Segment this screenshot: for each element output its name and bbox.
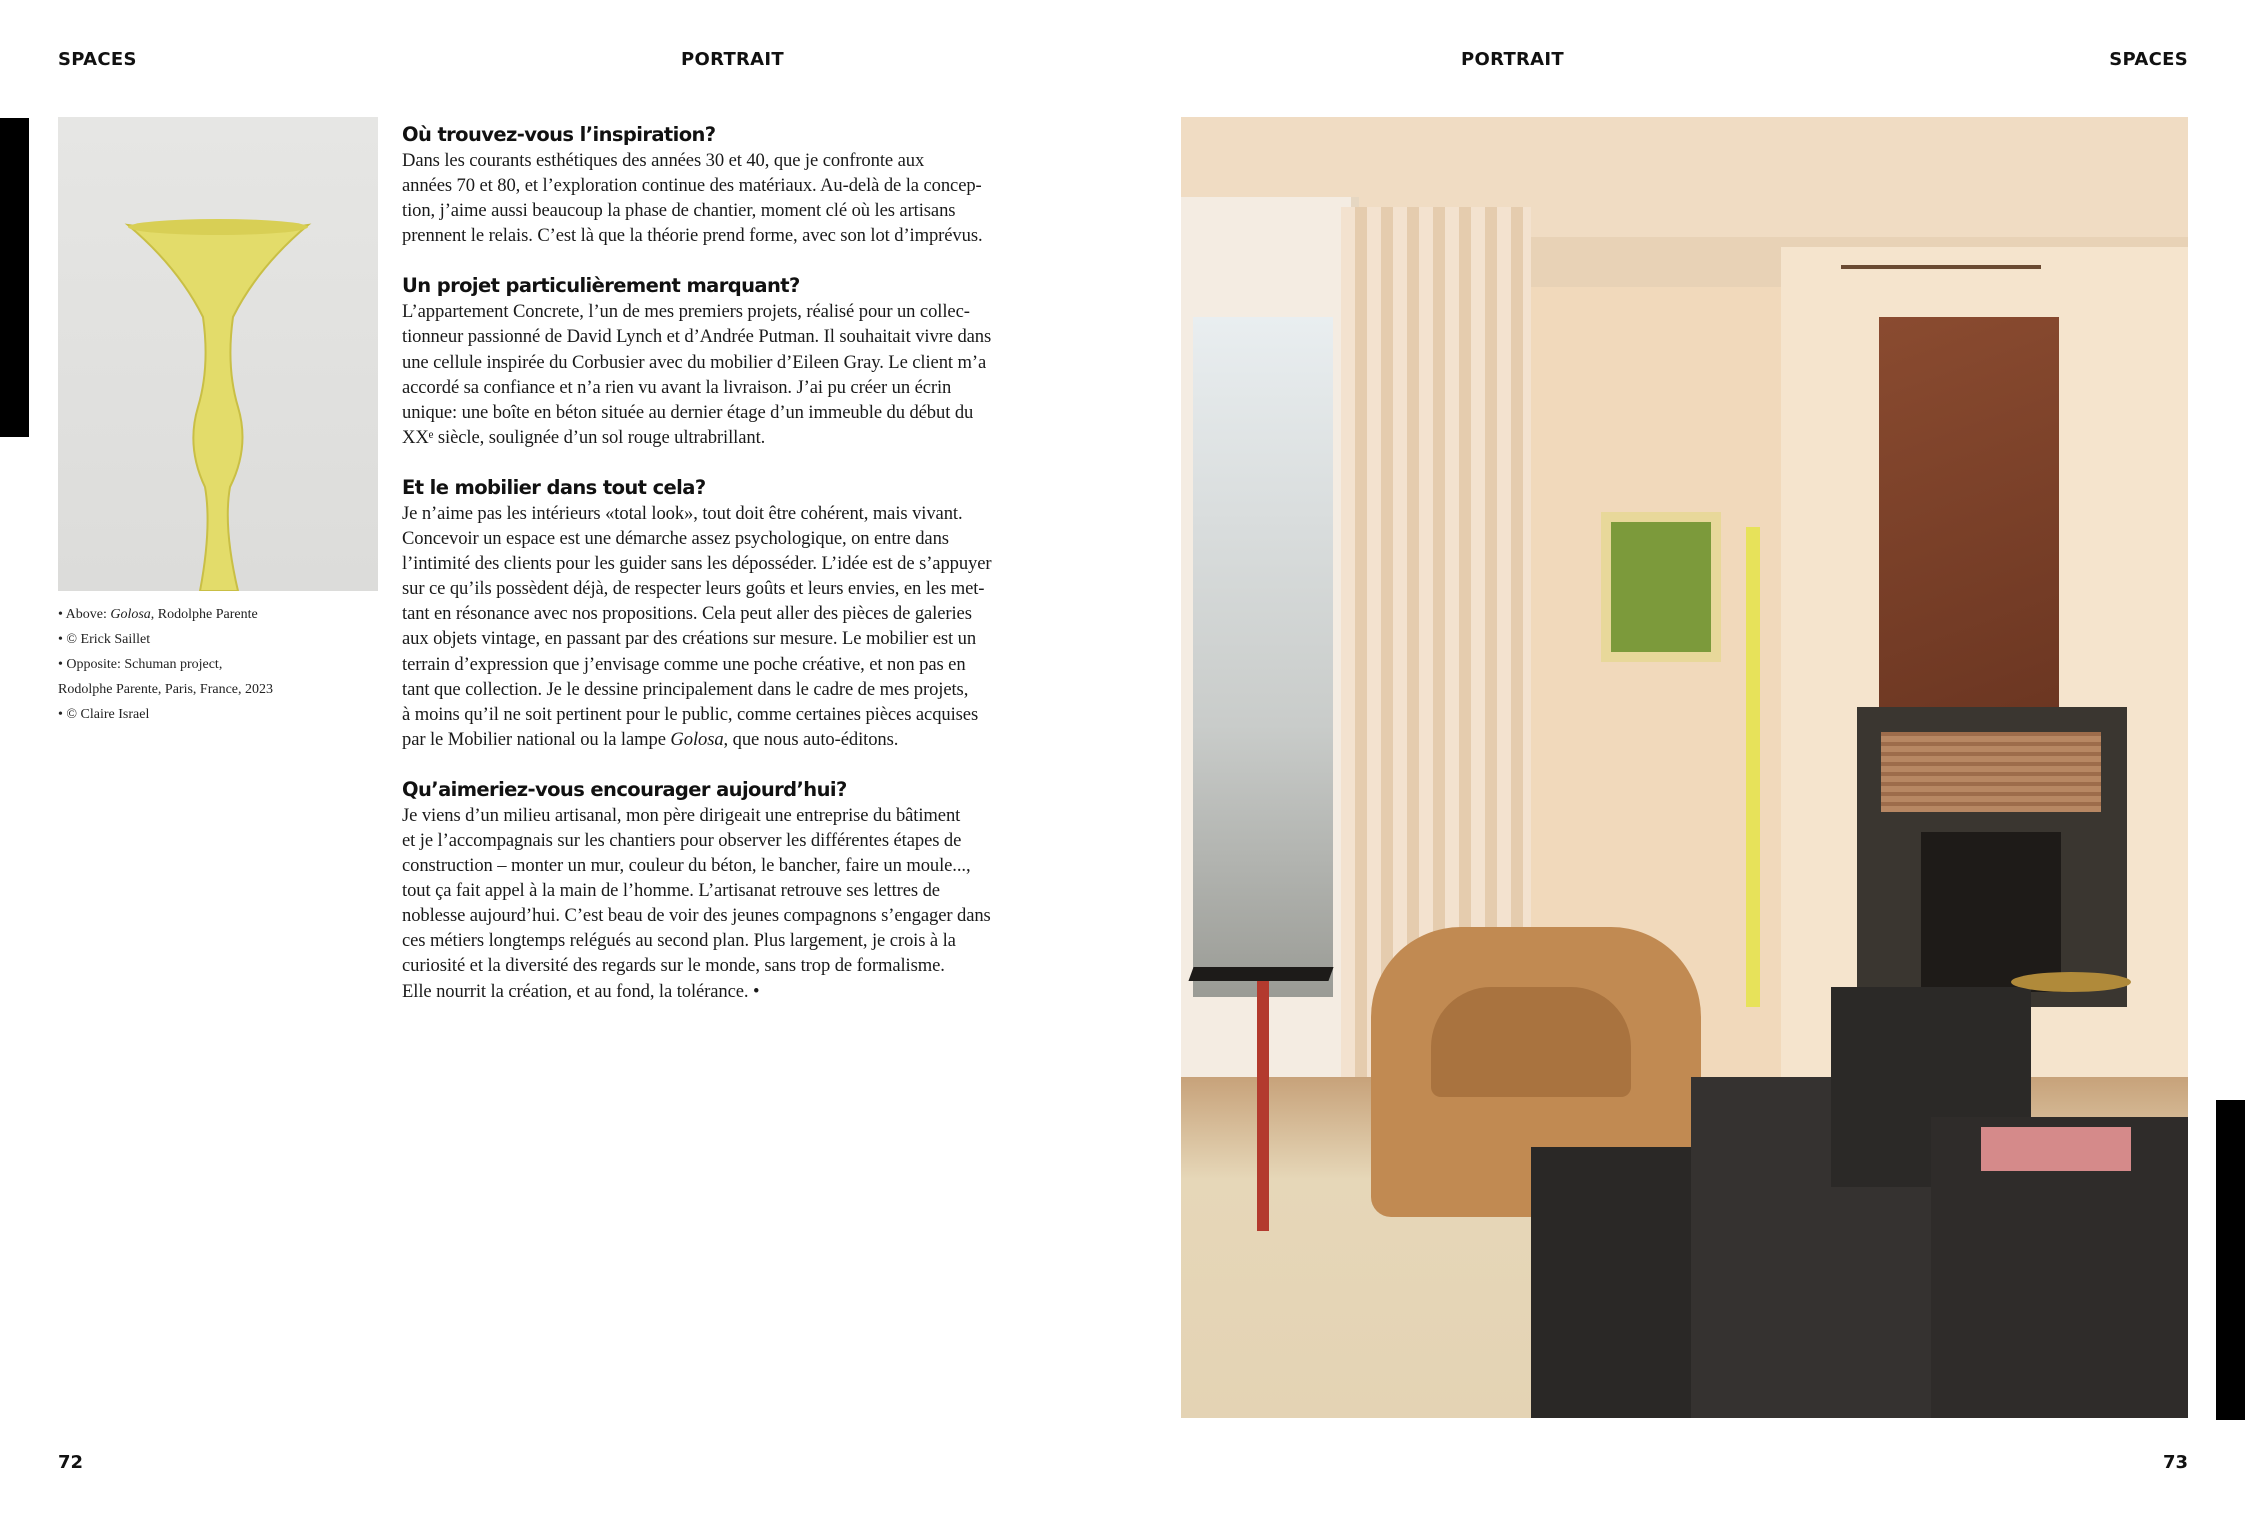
- answer-text: années 70 et 80, et l’exploration continue des matériaux. Au-delà de la concep-: [402, 175, 982, 197]
- caption-line: [58, 602, 388, 627]
- italic-title: Golosa: [670, 728, 724, 750]
- answer-text: aux objets vintage, en passant par des créations sur mesure. Le mobilier est un: [402, 628, 977, 650]
- page-number-left: 72: [58, 1452, 84, 1473]
- answer-line: [402, 375, 1082, 400]
- answer-line: [402, 324, 1082, 349]
- answer-line: [402, 198, 1082, 223]
- answer-line: [402, 903, 1082, 928]
- answer-text: , que nous auto-éditons.: [723, 728, 899, 750]
- caption-text: • Above:: [58, 607, 111, 622]
- answer-line: [402, 350, 1082, 375]
- caption-text: , Rodolphe Parente: [150, 607, 258, 622]
- answer-text: L’appartement Concrete, l’un de mes premiers projets, réalisé pour un collec-: [402, 301, 970, 323]
- answer-line: [402, 400, 1082, 425]
- answer-line: [402, 576, 1082, 601]
- answer-line: [402, 928, 1082, 953]
- answer-line: [402, 425, 1082, 450]
- answer-text: Elle nourrit la création, et au fond, la tolérance. •: [402, 980, 760, 1002]
- answer-text: tant en résonance avec nos propositions. Cela peut aller des pièces de galeries: [402, 603, 972, 625]
- answer-text: accordé sa confiance et n’a rien vu avant la livraison. J’ai pu créer un écrin: [402, 376, 952, 398]
- answer-line: [402, 953, 1082, 978]
- answer-text: unique: une boîte en béton située au dernier étage d’un immeuble du début du: [402, 401, 974, 423]
- answer-text: ces métiers longtemps relégués au second plan. Plus largement, je crois à la: [402, 930, 956, 952]
- interview-answer: [402, 148, 1082, 248]
- answer-line: [402, 551, 1082, 576]
- answer-text: prennent le relais. C’est là que la théorie prend forme, avec son lot d’imprévus.: [402, 225, 983, 247]
- interview-question: Un projet particulièrement marquant?: [402, 274, 800, 298]
- answer-line: [402, 626, 1082, 651]
- schuman-project-interior-photo: [1181, 117, 2188, 1418]
- answer-line: [402, 828, 1082, 853]
- answer-text: tant que collection. Je le dessine principalement dans le cadre de mes projets,: [402, 678, 969, 700]
- page-number-right: 73: [2162, 1452, 2188, 1473]
- caption-title: Golosa: [110, 607, 151, 622]
- answer-text: curiosité et la diversité des regards sur le monde, sans trop de formalisme.: [402, 955, 945, 977]
- golosa-lamp-illustration: [58, 117, 378, 591]
- answer-line: [402, 677, 1082, 702]
- answer-line: [402, 148, 1082, 173]
- answer-line: [402, 878, 1082, 903]
- answer-text: construction – monter un mur, couleur du béton, le bancher, faire un moule...,: [402, 855, 971, 877]
- interview-question: Qu’aimeriez-vous encourager aujourd’hui?: [402, 777, 847, 801]
- caption-line: [58, 702, 388, 727]
- answer-text: XXᵉ siècle, soulignée d’un sol rouge ultrabrillant.: [402, 426, 766, 448]
- answer-text: tion, j’aime aussi beaucoup la phase de chantier, moment clé où les artisans: [402, 200, 956, 222]
- answer-line: [402, 652, 1082, 677]
- answer-line: [402, 702, 1082, 727]
- rubric-label-left: PORTRAIT: [681, 49, 784, 70]
- answer-text: sur ce qu’ils possèdent déjà, de respecter leurs goûts et leurs envies, en les met-: [402, 578, 985, 600]
- right-edge-tab: [2216, 1100, 2245, 1420]
- interview-answer: [402, 299, 1082, 450]
- caption-text: • Opposite: Schuman project,: [58, 657, 223, 672]
- caption-line: [58, 652, 388, 677]
- interview-question: Où trouvez-vous l’inspiration?: [402, 123, 716, 146]
- answer-line: [402, 853, 1082, 878]
- answer-line: [402, 803, 1082, 828]
- interview-article: [402, 122, 1082, 1029]
- answer-line: [402, 526, 1082, 551]
- caption-text: • © Erick Saillet: [58, 632, 151, 647]
- answer-text: terrain d’expression que j’envisage comme une poche créative, et non pas en: [402, 653, 966, 675]
- answer-text: noblesse aujourd’hui. C’est beau de voir des jeunes compagnons s’engager dans: [402, 905, 991, 927]
- answer-text: par le Mobilier national ou la lampe: [402, 728, 671, 750]
- answer-line: [402, 223, 1082, 248]
- answer-text: à moins qu’il ne soit pertinent pour le public, comme certaines pièces acquises: [402, 703, 979, 725]
- answer-text: Je viens d’un milieu artisanal, mon père dirigeait une entreprise du bâtiment: [402, 804, 961, 826]
- golosa-lamp-photo: [58, 117, 378, 591]
- caption-line: [58, 677, 388, 702]
- answer-line: [402, 979, 1082, 1004]
- answer-text: tionneur passionné de David Lynch et d’Andrée Putman. Il souhaitait vivre dans: [402, 326, 992, 348]
- section-label-right: SPACES: [2109, 49, 2188, 70]
- interview-question: Et le mobilier dans tout cela?: [402, 475, 706, 499]
- answer-line: [402, 601, 1082, 626]
- rubric-label-right: PORTRAIT: [1461, 49, 1564, 70]
- answer-line: [402, 501, 1082, 526]
- answer-text: une cellule inspirée du Corbusier avec du mobilier d’Eileen Gray. Le client m’a: [402, 351, 987, 373]
- caption-line: [58, 627, 388, 652]
- answer-line: [402, 173, 1082, 198]
- answer-text: Dans les courants esthétiques des années 30 et 40, que je confronte aux: [402, 150, 925, 171]
- caption-text: • © Claire Israel: [58, 707, 150, 722]
- answer-text: l’intimité des clients pour les guider sans les déposséder. L’idée est de s’appuyer: [402, 553, 992, 575]
- interview-answer: [402, 501, 1082, 752]
- left-edge-tab: [0, 118, 29, 437]
- answer-text: et je l’accompagnais sur les chantiers pour observer les différentes étapes de: [402, 829, 962, 851]
- answer-text: tout ça fait appel à la main de l’homme. L’artisanat retrouve ses lettres de: [402, 880, 940, 902]
- answer-line: [402, 299, 1082, 324]
- caption-text: Rodolphe Parente, Paris, France, 2023: [58, 682, 274, 697]
- answer-text: Je n’aime pas les intérieurs «total look», tout doit être cohérent, mais vivant.: [402, 502, 963, 524]
- answer-line: [402, 727, 1082, 752]
- interview-answer: [402, 803, 1082, 1004]
- section-label-left: SPACES: [58, 49, 137, 70]
- photo-caption: [58, 602, 388, 727]
- answer-text: Concevoir un espace est une démarche assez psychologique, on entre dans: [402, 528, 949, 550]
